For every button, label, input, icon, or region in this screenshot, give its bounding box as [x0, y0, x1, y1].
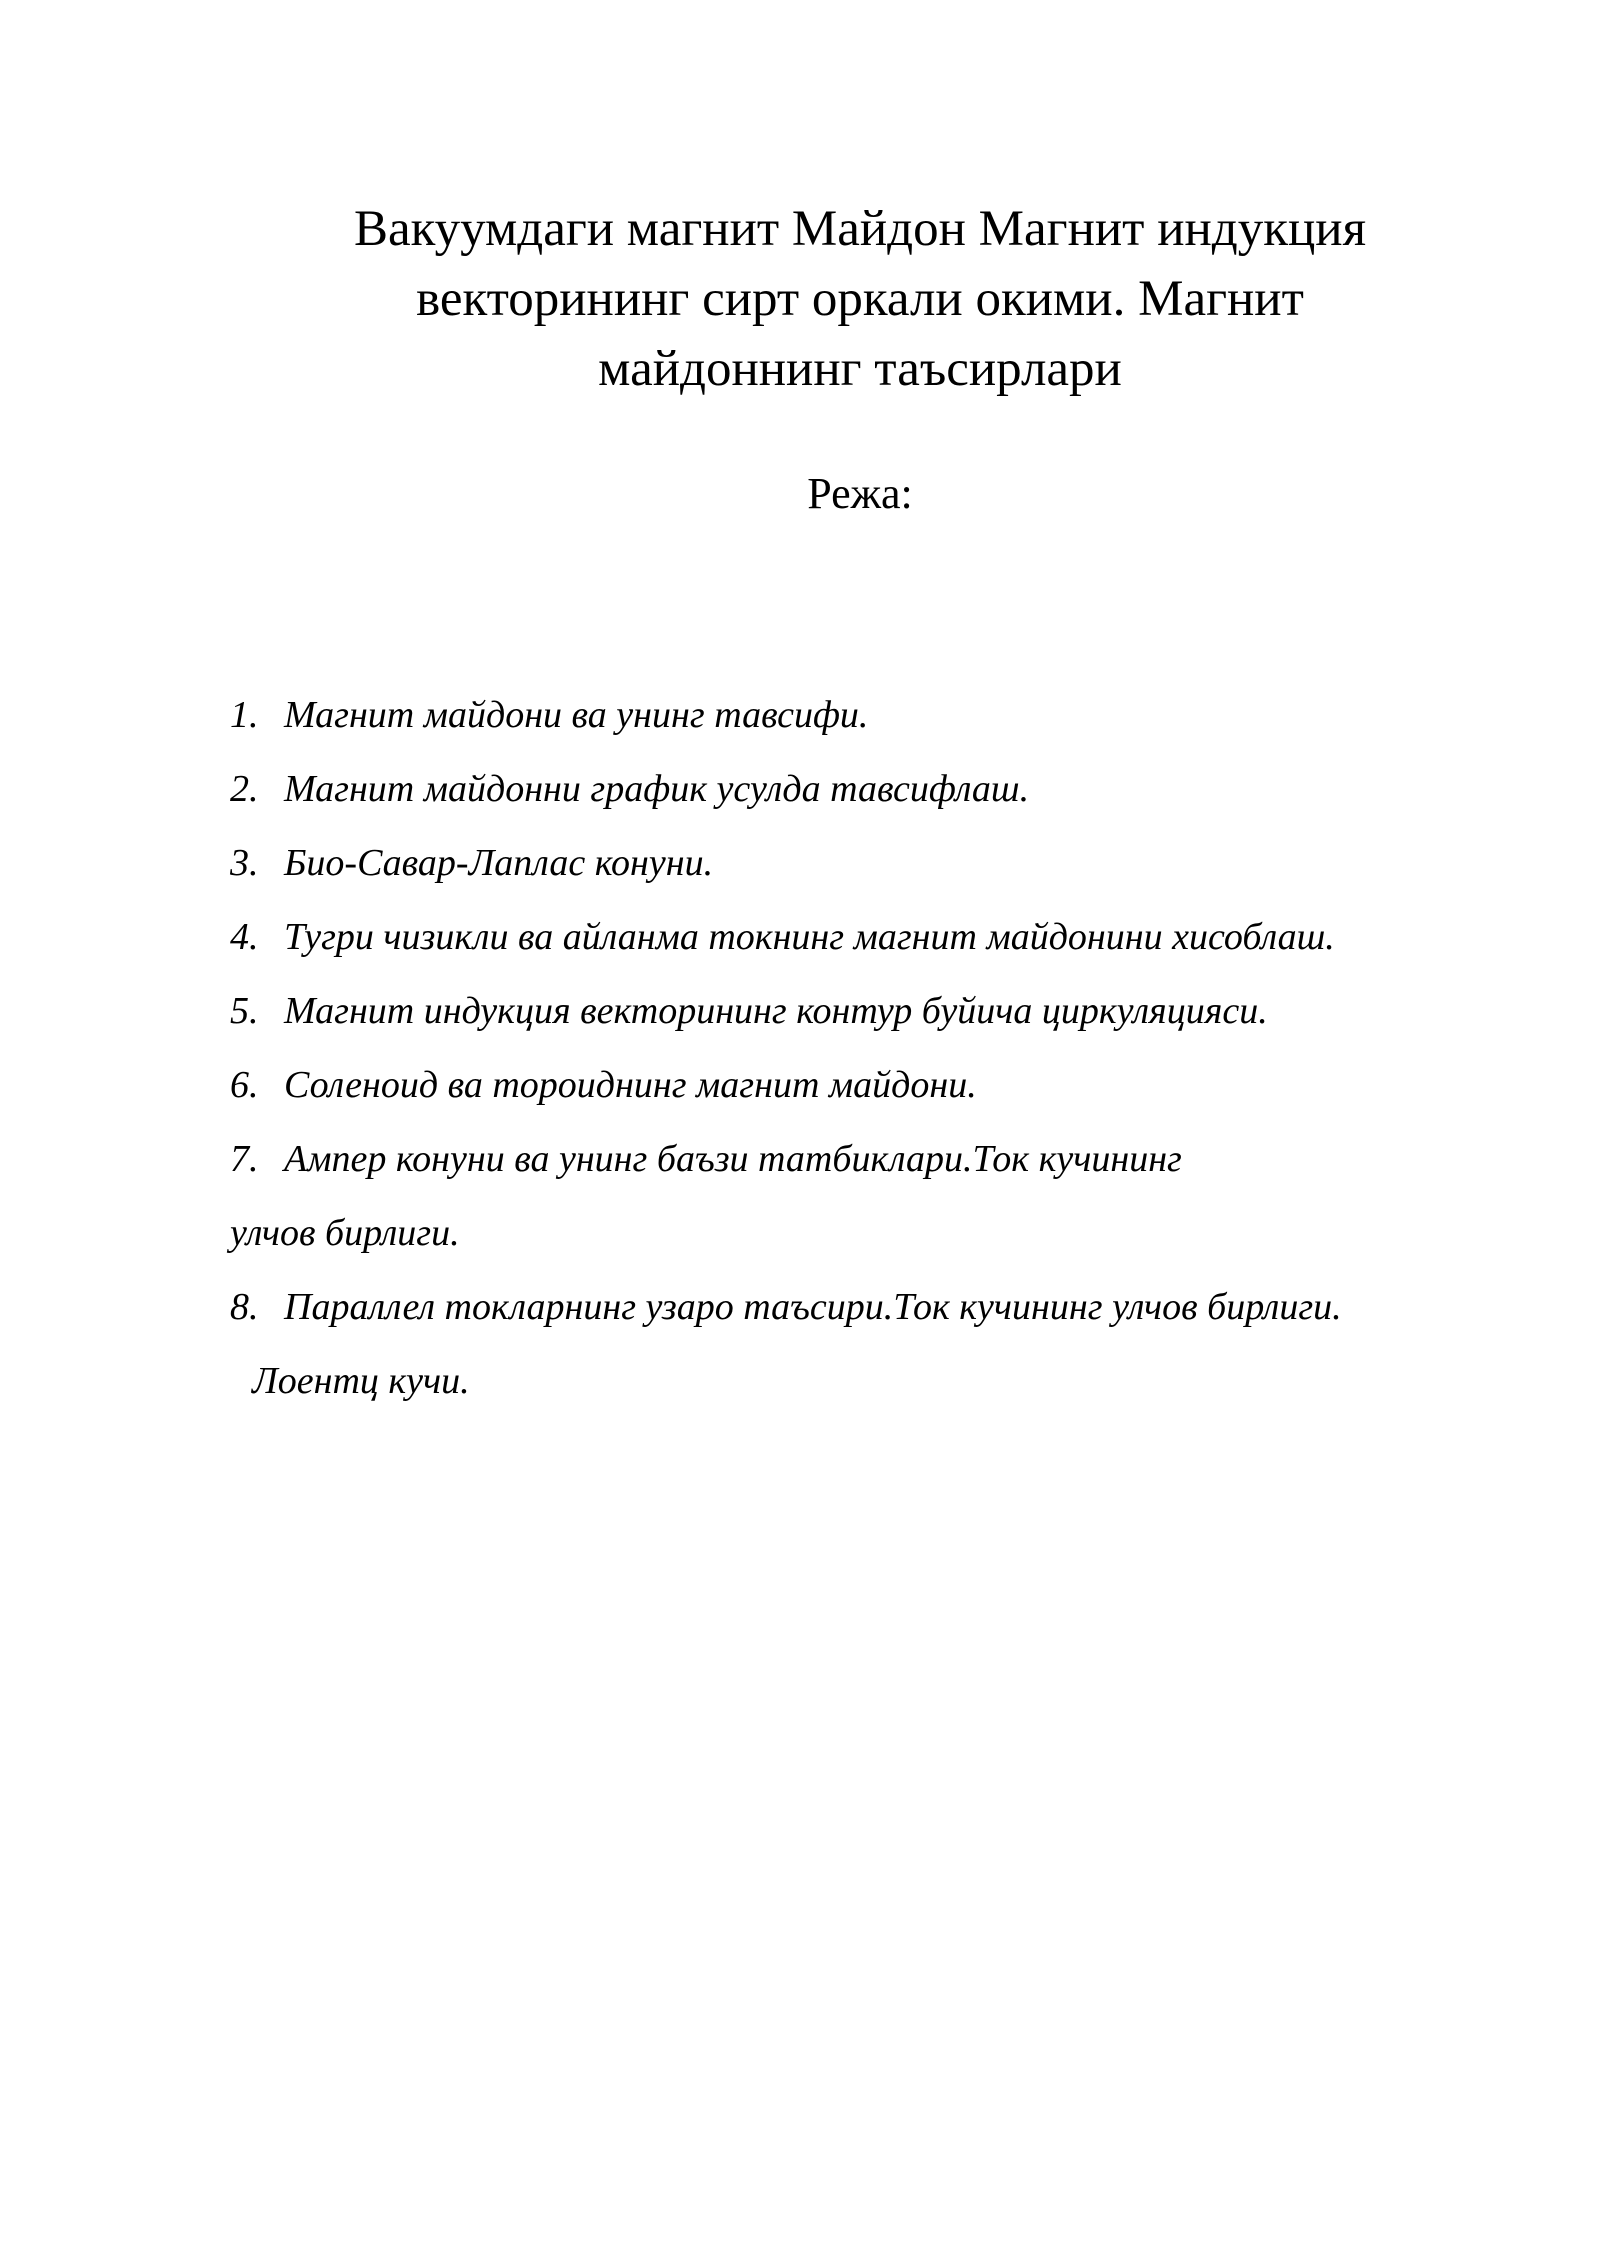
plan-item-7-continuation: улчов бирлиги.	[230, 1212, 460, 1254]
plan-item-6	[230, 1061, 977, 1109]
title-line-1: Вакуумдаги магнит Майдон Магнит индукция	[353, 201, 1367, 257]
plan-item-text: Био-Савар-Лаплас конуни.	[284, 842, 714, 884]
document-title	[240, 194, 1480, 404]
plan-item-number: 6.	[230, 1064, 259, 1106]
plan-item-number: 7.	[230, 1138, 259, 1180]
plan-item-number: 8.	[230, 1286, 259, 1328]
title-line-3: майдоннинг таъсирлари	[598, 341, 1122, 397]
plan-item-1	[230, 691, 868, 739]
plan-item-2	[230, 765, 1029, 813]
plan-item-8-continuation: Лоентц кучи.	[252, 1360, 470, 1402]
plan-item-number: 4.	[230, 916, 259, 958]
plan-item-number: 2.	[230, 768, 259, 810]
plan-item-3	[230, 839, 713, 887]
plan-item-text: Магнит майдони ва унинг тавсифи.	[284, 694, 869, 736]
plan-item-text: Тугри чизикли ва айланма токнинг магнит майдонини хисоблаш.	[284, 916, 1335, 958]
plan-item-text: Ампер конуни ва унинг баъзи татбиклари.Ток кучининг	[284, 1138, 1182, 1180]
plan-item-5	[230, 987, 1268, 1035]
plan-item-number: 5.	[230, 990, 259, 1032]
plan-item-number: 1.	[230, 694, 259, 736]
plan-item-8	[230, 1283, 1342, 1331]
plan-item-text: Магнит майдонни график усулда тавсифлаш.	[284, 768, 1030, 810]
plan-heading: Режа:	[807, 469, 913, 518]
plan-item-text: Магнит индукция векторининг контур буйича циркуляцияси.	[284, 990, 1268, 1032]
plan-item-4	[230, 913, 1335, 961]
plan-item-text: Соленоид ва тороиднинг магнит майдони.	[284, 1064, 977, 1106]
plan-item-7	[230, 1135, 1182, 1183]
plan-item-text: Параллел токларнинг узаро таъсири.Ток кучининг улчов бирлиги.	[284, 1286, 1342, 1328]
plan-item-number: 3.	[230, 842, 259, 884]
title-line-2: векторининг сирт оркали окими. Магнит	[416, 271, 1304, 327]
